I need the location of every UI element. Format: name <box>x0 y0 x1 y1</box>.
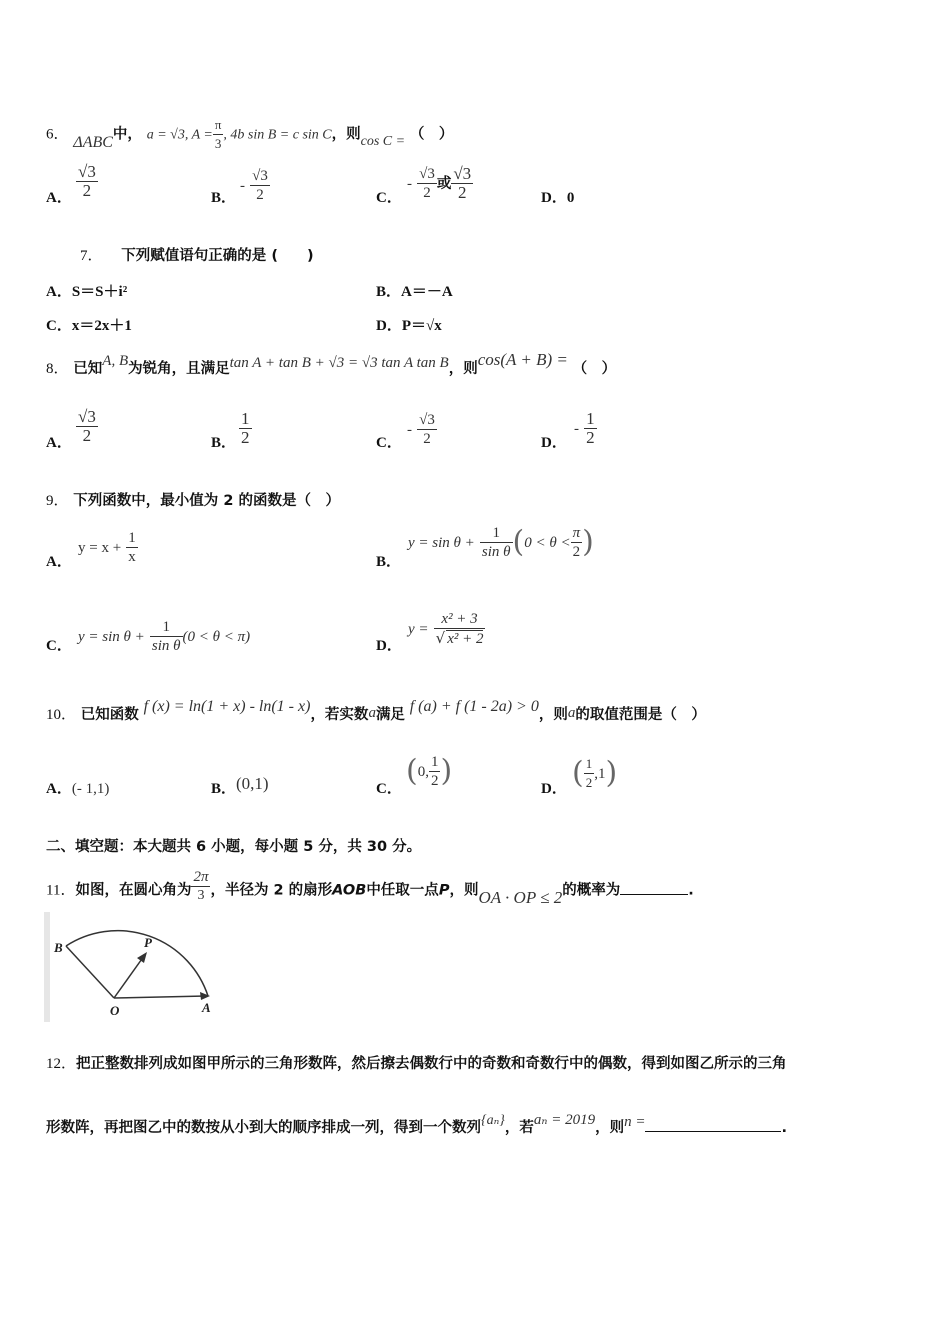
fraction-2pi-3: $\frac{2\pi}{3}$ <box>193 869 209 903</box>
sector-diagram <box>44 912 219 1024</box>
question-number: 12． <box>46 1056 77 1072</box>
vector-op <box>114 956 144 998</box>
target-expression: cos C = <box>360 133 406 149</box>
option-b[interactable]: B．(0,1) <box>211 774 269 797</box>
option-d[interactable]: D．P＝√x <box>376 318 442 334</box>
option-b-fraction: $\frac{1}{2}$ <box>241 409 250 447</box>
option-b[interactable]: B． <box>376 554 402 570</box>
question-11: 11．如图，在圆心角为 $\frac{2\pi}{3}$ ，半径为 2 的扇形AOB中任取一点P，则OA · OP ≤ 2的概率为 . <box>46 869 694 907</box>
option-a[interactable]: A．S＝S＋i² <box>46 284 128 300</box>
question-number: 10． <box>46 707 77 723</box>
text: 中， <box>112 126 142 143</box>
inequality: f (a) + f (1 - 2a) > 0 <box>409 698 539 715</box>
fraction-pi-3: $\frac{\pi}{3}$ <box>214 117 222 151</box>
question-text: 下列赋值语句正确的是 ( ) <box>121 248 314 264</box>
question-number: 8． <box>46 361 69 377</box>
option-c-fraction: - $\frac{√3}{2}$ 或 $\frac{√3}{2}$ <box>407 164 472 202</box>
option-c-fraction: - $\frac{√3}{2}$ <box>407 412 435 447</box>
question-12-line-1: 12．把正整数排列成如图甲所示的三角形数阵，然后擦去偶数行中的奇数和奇数行中的偶数，得到如图乙所示的三角 <box>46 1056 787 1072</box>
radius-oa <box>114 996 206 998</box>
option-label: B． <box>211 190 237 206</box>
target-expression: cos(A + B) = <box>477 350 568 369</box>
option-d[interactable]: D． <box>376 638 402 654</box>
option-a[interactable] <box>46 186 72 207</box>
variables: A, B <box>102 353 129 369</box>
option-a[interactable]: A． <box>46 554 72 570</box>
label-p: P <box>144 935 152 950</box>
option-d[interactable] <box>541 186 574 207</box>
option-text: 0 <box>566 190 575 206</box>
sector-arc <box>66 931 208 996</box>
sector-figure <box>44 912 219 1028</box>
question-number: 7． <box>80 248 103 264</box>
option-c[interactable]: C．x＝2x＋1 <box>46 318 132 334</box>
option-label: A． <box>46 190 72 206</box>
option-text: (0,1) <box>236 774 269 793</box>
answer-blank[interactable] <box>620 894 688 895</box>
option-a[interactable]: A． <box>46 435 72 451</box>
label-a: A <box>202 1000 211 1015</box>
term-equation: aₙ = 2019 <box>533 1112 596 1128</box>
option-label: C． <box>376 190 402 206</box>
question-number: 11． <box>46 882 76 899</box>
option-b-expression: y = sin θ + $\frac{1}{\text{sin θ}}$ (0 < θ < $\frac{\pi}{2}$ ) <box>408 524 594 560</box>
section-title: 二、填空题：本大题共 6 小题，每小题 5 分，共 30 分。 <box>46 839 422 855</box>
option-c[interactable]: C． <box>46 638 72 654</box>
option-a[interactable]: A．(- 1,1) <box>46 781 110 797</box>
question-number: 9． <box>46 493 69 509</box>
answer-bracket: （ ） <box>572 361 617 377</box>
question-text: 下列函数中，最小值为 2 的函数是（ ） <box>73 493 340 509</box>
question-12-line-2: 形数阵，再把图乙中的数按从小到大的顺序排成一列，得到一个数列{aₙ}，若aₙ = 2019，则n = . <box>46 1112 787 1136</box>
answer-bracket: （ ） <box>409 126 454 143</box>
condition: a = √3, A = <box>146 127 213 143</box>
sequence: {aₙ} <box>481 1113 505 1128</box>
label-o: O <box>110 1003 120 1018</box>
arrow-p <box>137 952 147 963</box>
option-text: P＝√x <box>401 318 442 334</box>
function-definition: f (x) = ln(1 + x) - ln(1 - x) <box>143 698 311 715</box>
text: ，则 <box>331 126 361 143</box>
option-a-fraction: $\frac{√3}{2}$ <box>78 162 96 200</box>
option-text: (- 1,1) <box>71 781 110 797</box>
option-d-expression: y = $\frac{\text{x² + 3}}{\text{√ x² + 2}}$ <box>408 611 484 647</box>
option-d[interactable]: D． <box>541 435 567 451</box>
question-8: 8． 已知A, B为锐角，且满足tan A + tan B + √3 = √3 tan A tan B，则cos(A + B) = （ ） <box>46 350 617 377</box>
option-d-fraction: - $\frac{1}{2}$ <box>574 409 595 447</box>
question-number: 6． <box>46 126 69 143</box>
arrow-a <box>200 992 210 1000</box>
option-text: S＝S＋i² <box>71 284 128 300</box>
option-c[interactable] <box>376 186 402 207</box>
radius-ob <box>66 946 114 998</box>
option-d[interactable]: D． <box>541 781 567 797</box>
option-b[interactable] <box>211 186 236 207</box>
inequality: OA · OP ≤ 2 <box>478 887 563 907</box>
question-10: 10． 已知函数 f (x) = ln(1 + x) - ln(1 - x)，若实数a满足 f (a) + f (1 - 2a) > 0，则a的取值范围是（ ） <box>46 698 706 723</box>
option-text: A＝－A <box>401 284 453 300</box>
option-a-expression: y = x + $\frac{1}{x}$ <box>78 530 136 565</box>
scan-edge <box>44 912 50 1022</box>
option-b-fraction: - $\frac{√3}{2}$ <box>240 168 268 203</box>
option-c-expression: y = sin θ + $\frac{1}{\text{sin θ}}$ (0 < θ < π) <box>78 619 251 654</box>
option-label: D． <box>541 190 567 206</box>
question-7 <box>80 245 314 266</box>
option-c-interval: (0, $\frac{1}{2}$ ) <box>406 753 453 789</box>
question-9 <box>46 490 340 511</box>
option-d-interval: ( $\frac{1}{2}$ ,1) <box>572 755 618 791</box>
triangle-label: ΔABC <box>73 133 113 151</box>
option-b[interactable]: B．A＝－A <box>376 284 453 300</box>
option-b[interactable]: B． <box>211 435 237 451</box>
question-6 <box>46 116 453 153</box>
label-b: B <box>54 940 63 955</box>
option-c[interactable]: C． <box>376 435 402 451</box>
answer-blank[interactable] <box>645 1131 781 1132</box>
option-c[interactable]: C． <box>376 781 402 797</box>
condition-tail: , 4b sin B = c sin C <box>223 127 332 143</box>
condition-equation: tan A + tan B + √3 = √3 tan A tan B <box>229 355 449 371</box>
n-label: n = <box>624 1114 646 1130</box>
option-text: x＝2x＋1 <box>71 318 132 334</box>
option-a-fraction: $\frac{√3}{2}$ <box>78 407 96 445</box>
